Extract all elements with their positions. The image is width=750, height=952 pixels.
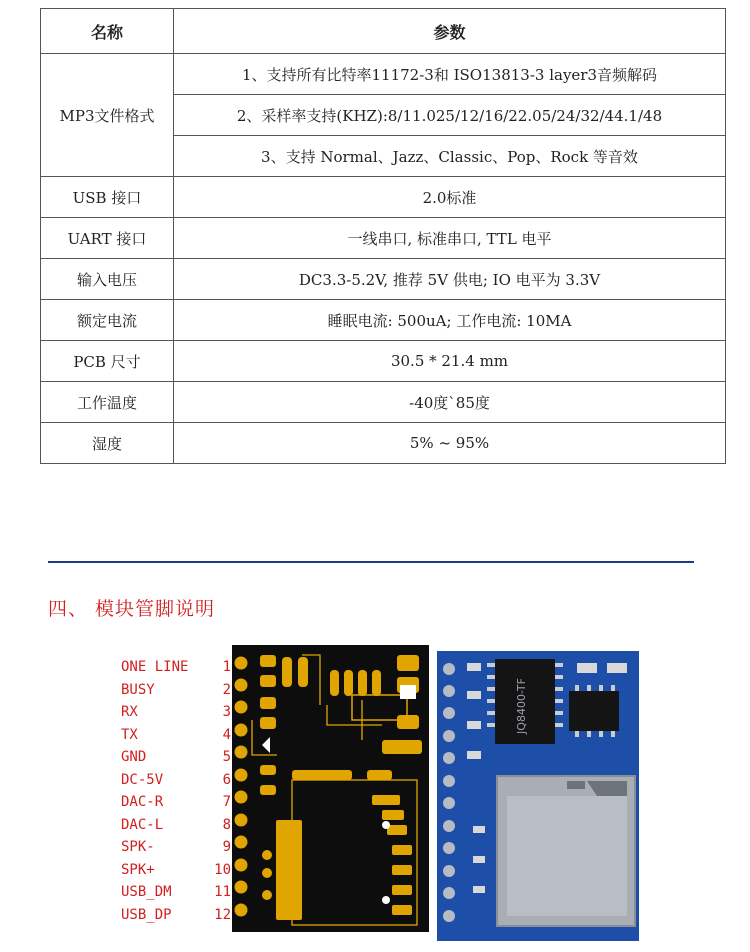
spec-table xyxy=(40,8,726,464)
pin-row xyxy=(121,682,231,704)
pin-name: BUSY xyxy=(121,681,155,698)
table-row xyxy=(41,341,726,382)
table-row xyxy=(41,54,726,95)
pin-number: 2 xyxy=(222,681,231,698)
pin-number: 3 xyxy=(222,704,231,720)
pin-row xyxy=(121,704,231,726)
pin-name: DAC-R xyxy=(121,794,164,810)
pin-row xyxy=(121,794,231,816)
pin-row xyxy=(121,907,231,929)
pin-name: GND xyxy=(121,749,147,765)
pin-row xyxy=(121,659,231,681)
row-value-current: 睡眠电流: 500uA; 工作电流: 10MA xyxy=(174,300,726,341)
amp-chip xyxy=(569,691,619,731)
pin-number: 8 xyxy=(222,816,231,833)
row-value-temp: -40度`85度 xyxy=(174,382,726,423)
pin-name: USB_DM xyxy=(121,884,172,900)
pin-row xyxy=(121,772,231,794)
section-title: 四、 模块管脚说明 xyxy=(48,598,216,620)
chip-marking: JQ8400-TF xyxy=(515,678,528,734)
pin-name: DC-5V xyxy=(121,771,164,788)
row-value-mp3-2: 2、采样率支持(KHZ):8/11.025/12/16/22.05/24/32/44.1/48 xyxy=(174,95,726,136)
row-value-mp3-3: 3、支持 Normal、Jazz、Classic、Pop、Rock 等音效 xyxy=(174,136,726,177)
table-row xyxy=(41,300,726,341)
pin-name: DAC-L xyxy=(121,816,164,833)
pin-number: 12 xyxy=(214,906,231,923)
table-header-row xyxy=(41,9,726,54)
section-divider xyxy=(48,561,694,563)
row-value-uart: 一线串口, 标准串口, TTL 电平 xyxy=(174,218,726,259)
pin-number: 4 xyxy=(222,726,231,743)
pin-number: 6 xyxy=(222,771,231,788)
pin-number: 7 xyxy=(222,794,231,810)
row-value-pcb: 30.5 * 21.4 mm xyxy=(174,341,726,382)
pin-row xyxy=(121,749,231,771)
pin-row xyxy=(121,884,231,906)
row-label-current: 额定电流 xyxy=(41,300,174,341)
row-value-humidity: 5% ~ 95% xyxy=(174,423,726,464)
pin-name: SPK+ xyxy=(121,861,155,878)
row-label-voltage: 输入电压 xyxy=(41,259,174,300)
header-name: 名称 xyxy=(41,9,174,54)
table-row xyxy=(41,423,726,464)
table-row xyxy=(41,259,726,300)
row-label-uart: UART 接口 xyxy=(41,218,174,259)
pcb-bottom-photo xyxy=(232,645,429,932)
pin-row xyxy=(121,862,231,884)
pin-name: RX xyxy=(121,704,138,720)
pin-row xyxy=(121,817,231,839)
table-row xyxy=(41,218,726,259)
pcb-top-photo xyxy=(437,651,639,941)
pin-name: SPK- xyxy=(121,839,155,855)
pin-number: 11 xyxy=(214,884,231,900)
row-value-mp3-1: 1、支持所有比特率11172-3和 ISO13813-3 layer3音频解码 xyxy=(174,54,726,95)
pin-row xyxy=(121,727,231,749)
pin-number: 5 xyxy=(222,749,231,765)
table-row xyxy=(41,382,726,423)
row-label-pcb: PCB 尺寸 xyxy=(41,341,174,382)
row-label-humidity: 湿度 xyxy=(41,423,174,464)
pin-number: 10 xyxy=(214,861,231,878)
pin-name: ONE LINE xyxy=(121,659,189,675)
table-row xyxy=(41,177,726,218)
pin-number: 1 xyxy=(222,659,231,675)
row-label-usb: USB 接口 xyxy=(41,177,174,218)
row-value-usb: 2.0标准 xyxy=(174,177,726,218)
pin-name: TX xyxy=(121,726,138,743)
row-label-mp3: MP3文件格式 xyxy=(41,54,174,177)
row-value-voltage: DC3.3-5.2V, 推荐 5V 供电; IO 电平为 3.3V xyxy=(174,259,726,300)
row-label-temp: 工作温度 xyxy=(41,382,174,423)
pin-number: 9 xyxy=(222,839,231,855)
pin-name: USB_DP xyxy=(121,906,172,923)
header-param: 参数 xyxy=(174,9,726,54)
pin-row xyxy=(121,839,231,861)
